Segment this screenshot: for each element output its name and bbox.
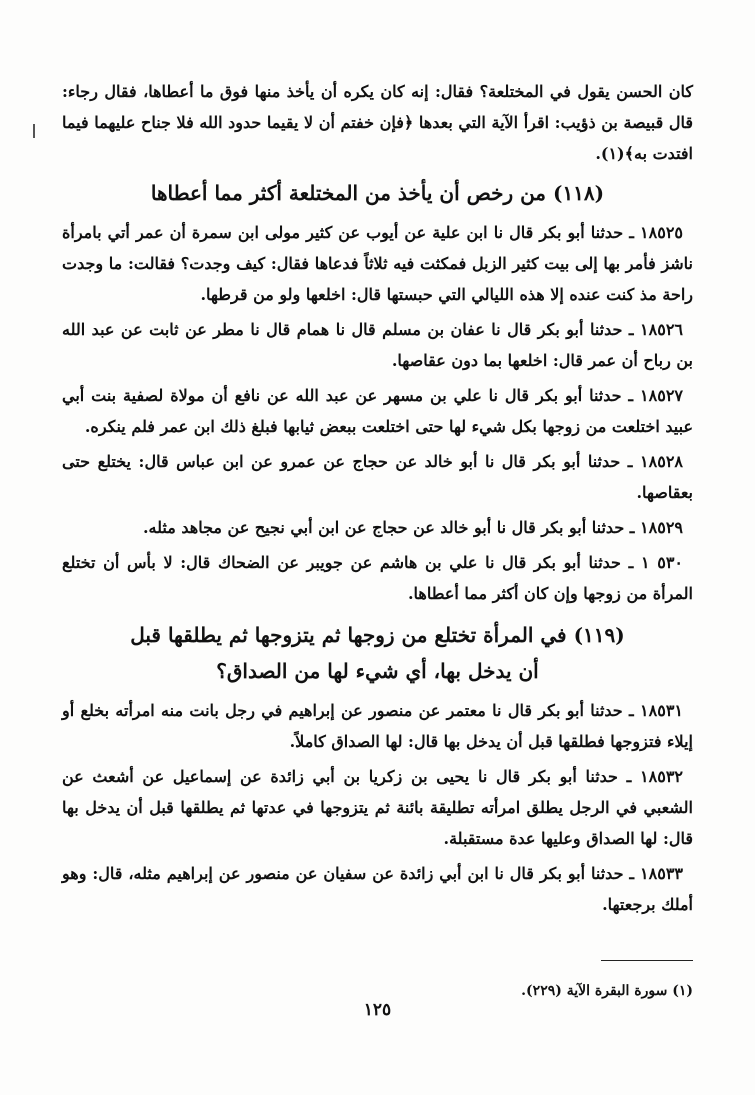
hadith-18532: ١٨٥٣٢ ـ حدثنا أبو بكر قال نا يحيى بن زكريا بن أبي زائدة عن إسماعيل عن أشعث عن الشعبي في الرجل يطلق امرأته تطليقة بائنة ثم يتزوجها في عدتها ثم يطلقها قبل أن يدخل بها قال: لها الصداق وعليها عدة مستقبلة.	[62, 767, 693, 848]
hadith-18531: ١٨٥٣١ ـ حدثنا أبو بكر قال نا معتمر عن منصور عن إبراهيم في رجل بانت منه امرأته بخلع أو إيلاء فتزوجها فطلقها قبل أن يدخل بها قال: لها الصداق كاملاً.	[62, 701, 693, 751]
section-119-heading	[62, 617, 693, 689]
footnote: (١) سورة البقرة الآية (٢٢٩).	[521, 983, 693, 999]
intro-line-1: كان الحسن يقول في المختلعة؟ فقال: إنه كان يكره أن يأخذ منها فوق ما أعطاها، فقال رجاء: قال	[62, 82, 694, 132]
hadith-18525: ١٨٥٢٥ ـ حدثنا أبو بكر قال نا ابن علية عن أيوب عن كثير مولى ابن سمرة أن عمر أتي بامرأة ناشز فأمر بها إلى بيت كثير الزبل فمكثت فيه ثلاثاً فدعاها فقال: كيف وجدت؟ فقالت: ما وجدت راحة مذ كنت عنده إلا هذه الليالي التي حبستها قال: اخلعها ولو من قرطها.	[62, 223, 693, 304]
intro-paragraph	[62, 76, 693, 169]
hadith-18528: ١٨٥٢٨ ـ حدثنا أبو بكر قال نا أبو خالد عن حجاج عن عمرو عن ابن عباس قال: يختلع حتى بعقاصها.	[62, 452, 693, 502]
hadith-18526: ١٨٥٢٦ ـ حدثنا أبو بكر قال نا عفان بن مسلم قال نا همام قال نا مطر عن ثابت عن عبد الله بن رباح أن عمر قال: اخلعها بما دون عقاصها.	[62, 320, 693, 370]
section-118-heading: (١١٨) من رخص أن يأخذ من المختلعة أكثر مما أعطاها	[150, 181, 605, 205]
hadith-18533: ١٨٥٣٣ ـ حدثنا أبو بكر قال نا ابن أبي زائدة عن سفيان عن منصور عن إبراهيم مثله، قال: وهو أملك برجعتها.	[62, 864, 693, 914]
page-number: ١٢٥	[363, 1000, 392, 1020]
hadith-18529: ١٨٥٢٩ ـ حدثنا أبو بكر قال نا أبو خالد عن حجاج عن ابن أبي نجيح عن مجاهد مثله.	[142, 518, 683, 537]
hadith-18527: ١٨٥٢٧ ـ حدثنا أبو بكر قال نا علي بن مسهر عن عبد الله عن نافع أن مولاة لصفية بنت أبي عبيد اختلعت من زوجها بكل شيء لها حتى اختلعت ببعض ثيابها فبلغ ذلك ابن عمر فلم ينكره.	[62, 386, 693, 436]
intro-line-2: قبيصة بن ذؤيب: اقرأ الآية التي بعدها ﴿فإن خفتم أن لا يقيما حدود الله فلا جناح عليهما فيما افتدت	[62, 113, 693, 163]
footnote-divider	[601, 960, 693, 961]
section-119-heading-line-1: (١١٩) في المرأة تختلع من زوجها ثم يتزوجها ثم يطلقها قبل	[130, 623, 625, 647]
hadith-18530: ٥٣٠ ١ ـ حدثنا أبو بكر قال نا علي بن هاشم عن جويبر عن الضحاك قال: لا بأس أن تختلع المرأة من زوجها وإن كان أكثر مما أعطاها.	[62, 553, 693, 603]
margin-mark	[33, 124, 35, 138]
page-body	[62, 76, 693, 924]
intro-line-3: به﴾(١).	[595, 144, 648, 163]
section-119-heading-line-2: أن يدخل بها، أي شيء لها من الصداق؟	[216, 659, 539, 683]
